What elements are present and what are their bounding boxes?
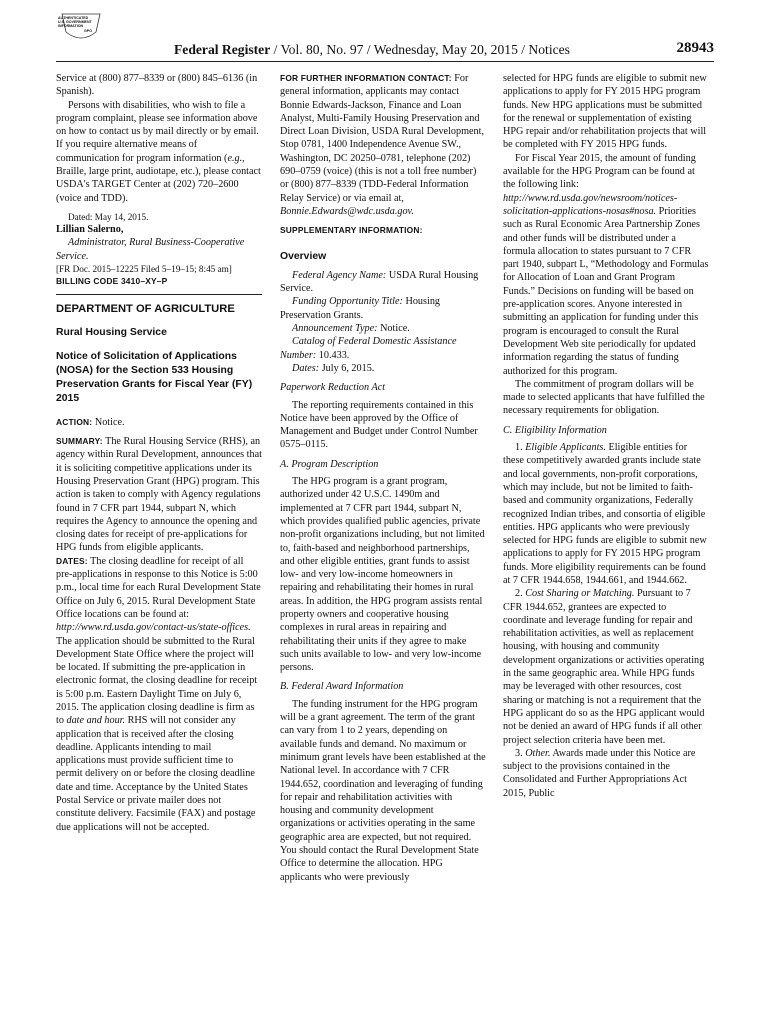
supplementary-heading: SUPPLEMENTARY INFORMATION: bbox=[280, 225, 423, 236]
section-heading: A. Program Description bbox=[280, 458, 379, 470]
agency-heading: Rural Housing Service bbox=[56, 327, 167, 339]
overview-item: Announcement Type: Notice. bbox=[292, 323, 410, 335]
issue-info: / Vol. 80, No. 97 / Wednesday, May 20, 2015 / Notices bbox=[270, 42, 570, 57]
overview-item: Catalog of Federal Domestic Assistance Number: 10.433. bbox=[280, 336, 457, 361]
overview-heading: Overview bbox=[280, 250, 327, 262]
column-1 bbox=[56, 72, 262, 834]
action-line: ACTION: Notice. bbox=[56, 416, 125, 428]
notice-title: Notice of Solicitation of Applications (NOSA) for the Section 533 Housing Preservation Grants for Fiscal Year (FY) 2015 bbox=[56, 350, 253, 404]
overview-item: Federal Agency Name: USDA Rural Housing Service. bbox=[280, 269, 479, 295]
paragraph: The reporting requirements contained in this Notice have been approved by the Office of Management and Budget under Control Number 0575–0115. bbox=[280, 399, 478, 451]
column-3 bbox=[503, 72, 709, 800]
overview-item: Dates: July 6, 2015. bbox=[292, 362, 375, 374]
page-header bbox=[56, 40, 714, 58]
header-rule bbox=[56, 61, 714, 62]
logo-line: AUTHENTICATED bbox=[58, 16, 89, 20]
eligibility-item: 3. Other. Awards made under this Notice are subject to the provisions contained in the Consolidated and Further Appropriations Act 2015, Public bbox=[503, 747, 696, 799]
overview-item: Funding Opportunity Title: Housing Preservation Grants. bbox=[280, 296, 441, 321]
signer-title: Administrator, Rural Business-Cooperative Service. bbox=[56, 237, 245, 262]
paragraph: Persons with disabilities, who wish to file a program complaint, please see information above on how to contact us by mail directly or by email. If you require alternative means of communication for program information (e.g., Braille, large print, audiotape, etc.), please contact USDA's TARGET Center at (202) 720–2600 (voice and TDD). bbox=[56, 99, 261, 204]
state-offices-link[interactable]: http://www.rd.usda.gov/contact-us/state-offices. bbox=[56, 622, 251, 634]
paragraph: Service at (800) 877–8339 or (800) 845–6136 (in Spanish). bbox=[56, 73, 258, 98]
billing-code: BILLING CODE 3410–XY–P bbox=[56, 275, 168, 286]
department-heading: DEPARTMENT OF AGRICULTURE bbox=[56, 303, 235, 316]
logo-line: U.S. GOVERNMENT bbox=[58, 20, 92, 25]
newsroom-link[interactable]: http://www.rd.usda.gov/newsroom/notices-solicitation-applications-nosas#nosa. bbox=[503, 192, 678, 217]
logo-line: GPO bbox=[84, 28, 92, 33]
column-2 bbox=[280, 72, 486, 884]
section-divider bbox=[56, 294, 262, 295]
page-number: 28943 bbox=[676, 40, 714, 56]
journal-title: Federal Register bbox=[174, 42, 271, 57]
dates-paragraph: DATES: The closing deadline for receipt of all pre-applications in response to this Notice is 5:00 p.m., local time for each Rural Development State Office on July 6, 2015. Rural Development State Office locations can be found at: http://www.rd.usda.gov/contact-us/state-offices. The application should be submitted to the Rural Development State Office where the project will be located. If submitting the pre-application in electronic format, the closing deadline for receipt is 5:00 p.m. Eastern Daylight Time on July 6, 2015. The application closing deadline is firm as to date and hour. RHS will not consider any application that is received after the closing deadline. Applicants intending to mail applications must provide sufficient time to permit delivery on or before the closing deadline date and time. Acceptance by the United States Postal Service or private mailer does not constitute delivery. Facsimile (FAX) and postage due applications will not be accepted. bbox=[56, 555, 261, 833]
fr-doc-line: [FR Doc. 2015–12225 Filed 5–19–15; 8:45 am] bbox=[56, 263, 232, 274]
section-heading: C. Eligibility Information bbox=[503, 424, 607, 436]
dated-line: Dated: May 14, 2015. bbox=[68, 211, 149, 222]
paragraph: selected for HPG funds are eligible to submit new applications to apply for FY 2015 HPG program funds. New HPG applications must be submitted for the renewal or supplementation of existing HPG repair and/or rehabilitation projects that will be completed with FY 2015 HPG funds. bbox=[503, 73, 707, 151]
section-heading: Paperwork Reduction Act bbox=[280, 382, 386, 394]
contact-paragraph: FOR FURTHER INFORMATION CONTACT: For general information, applicants may contact Bonnie Edwards-Jackson, Finance and Loan Analyst, Multi-Family Housing Preservation and Direct Loan Division, USDA Rural Development, Stop 0781, 1400 Independence Avenue SW., Washington, DC 20250–0781, telephone (202) 690–0759 (voice) (this is not a toll free number) or (800) 877–8339 (TDD-Federal Information Relay Service) or via email at, Bonnie.Edwards@wdc.usda.gov. bbox=[280, 73, 484, 217]
section-heading: B. Federal Award Information bbox=[280, 681, 404, 693]
eligibility-item: 1. Eligible Applicants. Eligible entities for these competitively awarded grants include state and local governments, non-profit corporations, which may include, but not be limited to faith-based and community organizations, Federally recognized Indian tribes, and consortia of eligible entities. HPG applicants who were previously selected for HPG funds are eligible to submit new applications to apply for FY 2015 HPG program funds. More eligibility requirements can be found at 7 CFR 1944.658, 1944.661, and 1944.662. bbox=[503, 442, 707, 586]
signer-name: Lillian Salerno, bbox=[56, 223, 124, 235]
paragraph: For Fiscal Year 2015, the amount of funding available for the HPG Program can be found at the following link: http://www.rd.usda.gov/newsroom/notices-solicitation-applications-nosas#nosa. Priorities such as Rural Economic Area Partnership Zones and other funds will be distributed under a formula allocation to states pursuant to 7 CFR part 1940, subpart L, “Methodology and Formulas for Allocation of Loan and Grant Program Funds.” Decisions on funding will be based on pre-application scores. Anyone interested in submitting an application for funding under this program is encouraged to consult the Rural Development Web site periodically for updated information regarding the status of funding authorized for this program. bbox=[503, 152, 709, 377]
paragraph: The HPG program is a grant program, authorized under 42 U.S.C. 1490m and implemented at 7 CFR part 1944, subpart N, which provides qualified public agencies, private non-profit organizations including, but not limited to, faith-based and neighborhood partnerships, and other eligible entities, grant funds to assist low- and very low-income homeowners in repairing and rehabilitating their homes in rural areas. In addition, the HPG program assists rental property owners and cooperative housing complexes in rural areas in repairing and rehabilitating their units if they agree to make such units available to low- and very low-income persons. bbox=[280, 476, 485, 674]
contact-email-link[interactable]: Bonnie.Edwards@wdc.usda.gov. bbox=[280, 205, 414, 217]
paragraph: The funding instrument for the HPG program will be a grant agreement. The term of the grant can vary from 1 to 2 years, depending on available funds and demand. No maximum or minimum grant levels have been established at the National level. In accordance with 7 CFR 1944.652, coordination and leveraging of funding for repair and rehabilitation activities with housing and community development organizations or activities operating in the same geographic area are expected, but not required. You should contact the Rural Development State Office to determine the allocation. HPG applicants who were previously bbox=[280, 698, 486, 883]
summary-paragraph: SUMMARY: The Rural Housing Service (RHS), an agency within Rural Development, announces that it is soliciting competitive applications under its Housing Preservation Grant (HPG) program. This action is taken to comply with Agency regulations found in 7 CFR part 1944, subpart N, which requires the Agency to announce the opening and closing dates for receipt of pre-applications for HPG funds from eligible applicants. bbox=[56, 436, 262, 554]
eligibility-item: 2. Cost Sharing or Matching. Pursuant to 7 CFR 1944.652, grantees are expected to coordinate and leverage funding for repair and rehabilitation activities, as well as replacement housing, with housing and community development organizations or activities operating in the same geographic area. While HPG funds may be leveraged with other resources, cost sharing or matching is not a requirement that the HPG applicant do so as the HPG applicant would not be denied an award of HPG funds if all other project selection criteria have been met. bbox=[503, 588, 705, 746]
paragraph: The commitment of program dollars will be made to selected applicants that have fulfilled the necessary requirements for obligation. bbox=[503, 378, 705, 417]
logo-line: INFORMATION bbox=[58, 24, 84, 29]
